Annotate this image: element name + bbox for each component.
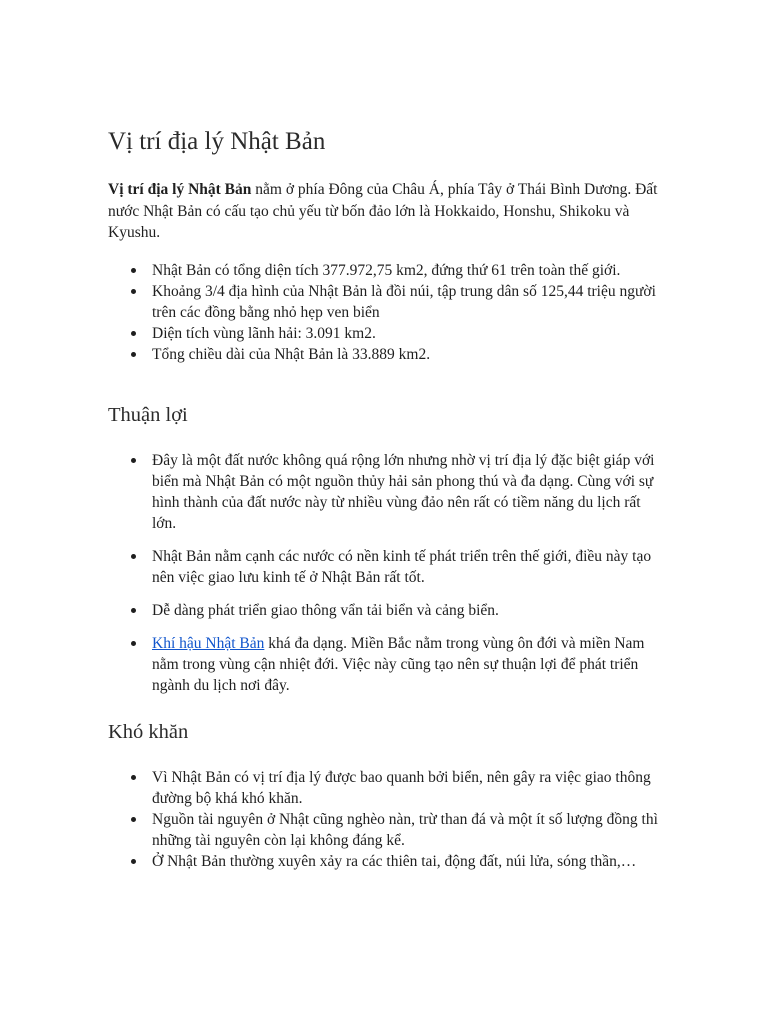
climate-text: khá đa dạng. Miền Bắc nằm trong vùng ôn đới và miền Nam nằm trong vùng cận nhiệt đới. Việc này cũng tạo nên sự thuận lợi để phát triển ngành du lịch nơi đây. xyxy=(152,635,645,694)
list-item: Ở Nhật Bản thường xuyên xảy ra các thiên tai, động đất, núi lửa, sóng thần,… xyxy=(108,851,668,872)
intro-text: nằm ở phía Đông của Châu Á, phía Tây ở Thái Bình Dương. Đất nước Nhật Bản có cấu tạo chủ yếu từ bốn đảo lớn là Hokkaido, Honshu, Shikoku và Kyushu. xyxy=(108,181,658,241)
list-item: Dễ dàng phát triển giao thông vẩn tải biển và cảng biển. xyxy=(108,600,668,621)
advantages-heading: Thuận lợi xyxy=(108,404,188,426)
list-item: Diện tích vùng lãnh hải: 3.091 km2. xyxy=(108,323,668,344)
advantages-list xyxy=(108,450,668,708)
climate-link[interactable]: Khí hậu Nhật Bản xyxy=(152,635,265,652)
list-item: Nguồn tài nguyên ở Nhật cũng nghèo nàn, trừ than đá và một ít số lượng đồng thì những tài nguyên còn lại không đáng kể. xyxy=(108,809,668,851)
list-item xyxy=(108,633,668,696)
list-item: Tổng chiều dài của Nhật Bản là 33.889 km2. xyxy=(108,344,668,365)
list-item: Khoảng 3/4 địa hình của Nhật Bản là đồi núi, tập trung dân số 125,44 triệu người trên các đồng bằng nhỏ hẹp ven biển xyxy=(108,281,668,323)
difficulties-list xyxy=(108,767,668,872)
list-item: Đây là một đất nước không quá rộng lớn nhưng nhờ vị trí địa lý đặc biệt giáp với biển mà Nhật Bản có một nguồn thủy hải sản phong thú và đa dạng. Cùng với sự hình thành của đất nước này từ nhiều vùng đảo nên rất có tiềm năng du lịch rất lớn. xyxy=(108,450,668,534)
intro-bold-term: Vị trí địa lý Nhật Bản xyxy=(108,181,252,198)
list-item: Vì Nhật Bản có vị trí địa lý được bao quanh bởi biển, nên gây ra việc giao thông đường bộ khá khó khăn. xyxy=(108,767,668,809)
page-title: Vị trí địa lý Nhật Bản xyxy=(108,128,326,155)
list-item: Nhật Bản có tổng diện tích 377.972,75 km2, đứng thứ 61 trên toàn thế giới. xyxy=(108,260,668,281)
difficulties-heading: Khó khăn xyxy=(108,721,189,743)
facts-list xyxy=(108,260,668,365)
list-item: Nhật Bản nằm cạnh các nước có nền kinh tế phát triển trên thế giới, điều này tạo nên việc giao lưu kinh tế ở Nhật Bản rất tốt. xyxy=(108,546,668,588)
intro-paragraph xyxy=(108,179,660,244)
